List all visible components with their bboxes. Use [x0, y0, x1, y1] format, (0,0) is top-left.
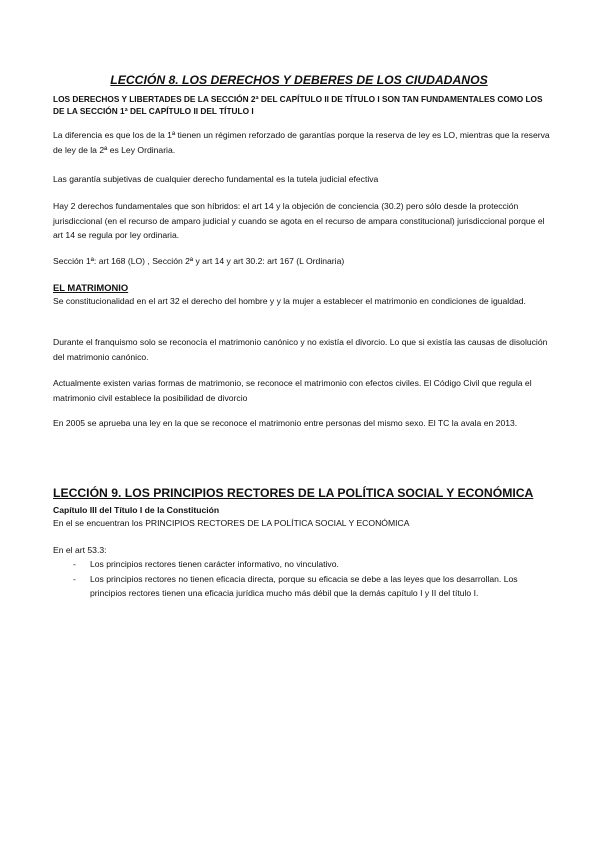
- lesson-8-subtitle: LOS DERECHOS Y LIBERTADES DE LA SECCIÓN 2ª DEL CAPÍTULO II DE TÍTULO I SON TAN FUNDAMENTALES COMO LOS DE LA SECCIÓN 1ª DEL CAPÍTULO II DEL TÍTULO I: [53, 94, 543, 116]
- dash-marker: -: [73, 573, 76, 584]
- paragraph-diferencia: La diferencia es que los de la 1ª tienen un régimen reforzado de garantías porque la reserva de ley es LO, mientras que la reserva de ley de la 2ª es Ley Ordinaria.: [53, 130, 550, 155]
- paragraph-art32: Se constitucionalidad en el art 32 el derecho del hombre y y la mujer a establecer el matrimonio en condiciones de igualdad.: [53, 296, 526, 306]
- paragraph-garantia: Las garantía subjetivas de cualquier derecho fundamental es la tutela judicial efectiva: [53, 174, 379, 184]
- dash-marker: -: [73, 559, 76, 569]
- list-item-text: Los principios rectores no tienen eficacia directa, porque su eficacia se debe a las leyes que los desarrollan. Los principios rectores tienen una eficacia jurídica mucho más débil que la demás capítulo I y II del título I.: [90, 573, 518, 598]
- paragraph-franquismo: Durante el franquismo solo se reconocía el matrimonio canónico y no existía el divorcio. Lo que si existía las causas de disolución del matrimonio canónico.: [53, 337, 548, 362]
- paragraph-principios-intro: En el se encuentran los PRINCIPIOS RECTORES DE LA POLÍTICA SOCIAL Y ECONÓMICA: [53, 518, 410, 528]
- list-item-text: Los principios rectores tienen carácter informativo, no vinculativo.: [90, 559, 339, 569]
- lesson-9-title: LECCIÓN 9. LOS PRINCIPIOS RECTORES DE LA POLÍTICA SOCIAL Y ECONÓMICA: [53, 486, 534, 500]
- matrimonio-heading: EL MATRIMONIO: [53, 282, 129, 293]
- lesson-8-title: LECCIÓN 8. LOS DERECHOS Y DEBERES DE LOS CIUDADANOS: [110, 73, 488, 87]
- paragraph-actualmente: Actualmente existen varias formas de matrimonio, se reconoce el matrimonio con efectos civiles. El Código Civil que regula el matrimonio civil establece la posibilidad de divorcio: [53, 378, 532, 403]
- paragraph-art-53-3: En el art 53.3:: [53, 545, 107, 555]
- paragraph-secciones: Sección 1ª: art 168 (LO) , Sección 2ª y art 14 y art 30.2: art 167 (L Ordinaria): [53, 256, 345, 266]
- lesson-9-subheading: Capítulo III del Título I de la Constitución: [53, 505, 220, 515]
- paragraph-hibridos: Hay 2 derechos fundamentales que son híbridos: el art 14 y la objeción de conciencia (30.2) pero sólo desde la protección jurisdiccional (en el recurso de amparo judicial y cuando se agota en el recurso de ampara constitucional) jurisdiccional porque el art 14 se regula por ley ordinaria.: [53, 201, 545, 240]
- list-item: [53, 572, 553, 601]
- principles-list: [53, 557, 553, 601]
- paragraph-2005: En 2005 se aprueba una ley en la que se reconoce el matrimonio entre personas del mismo sexo. El TC la avala en 2013.: [53, 418, 518, 428]
- list-item: [53, 557, 553, 572]
